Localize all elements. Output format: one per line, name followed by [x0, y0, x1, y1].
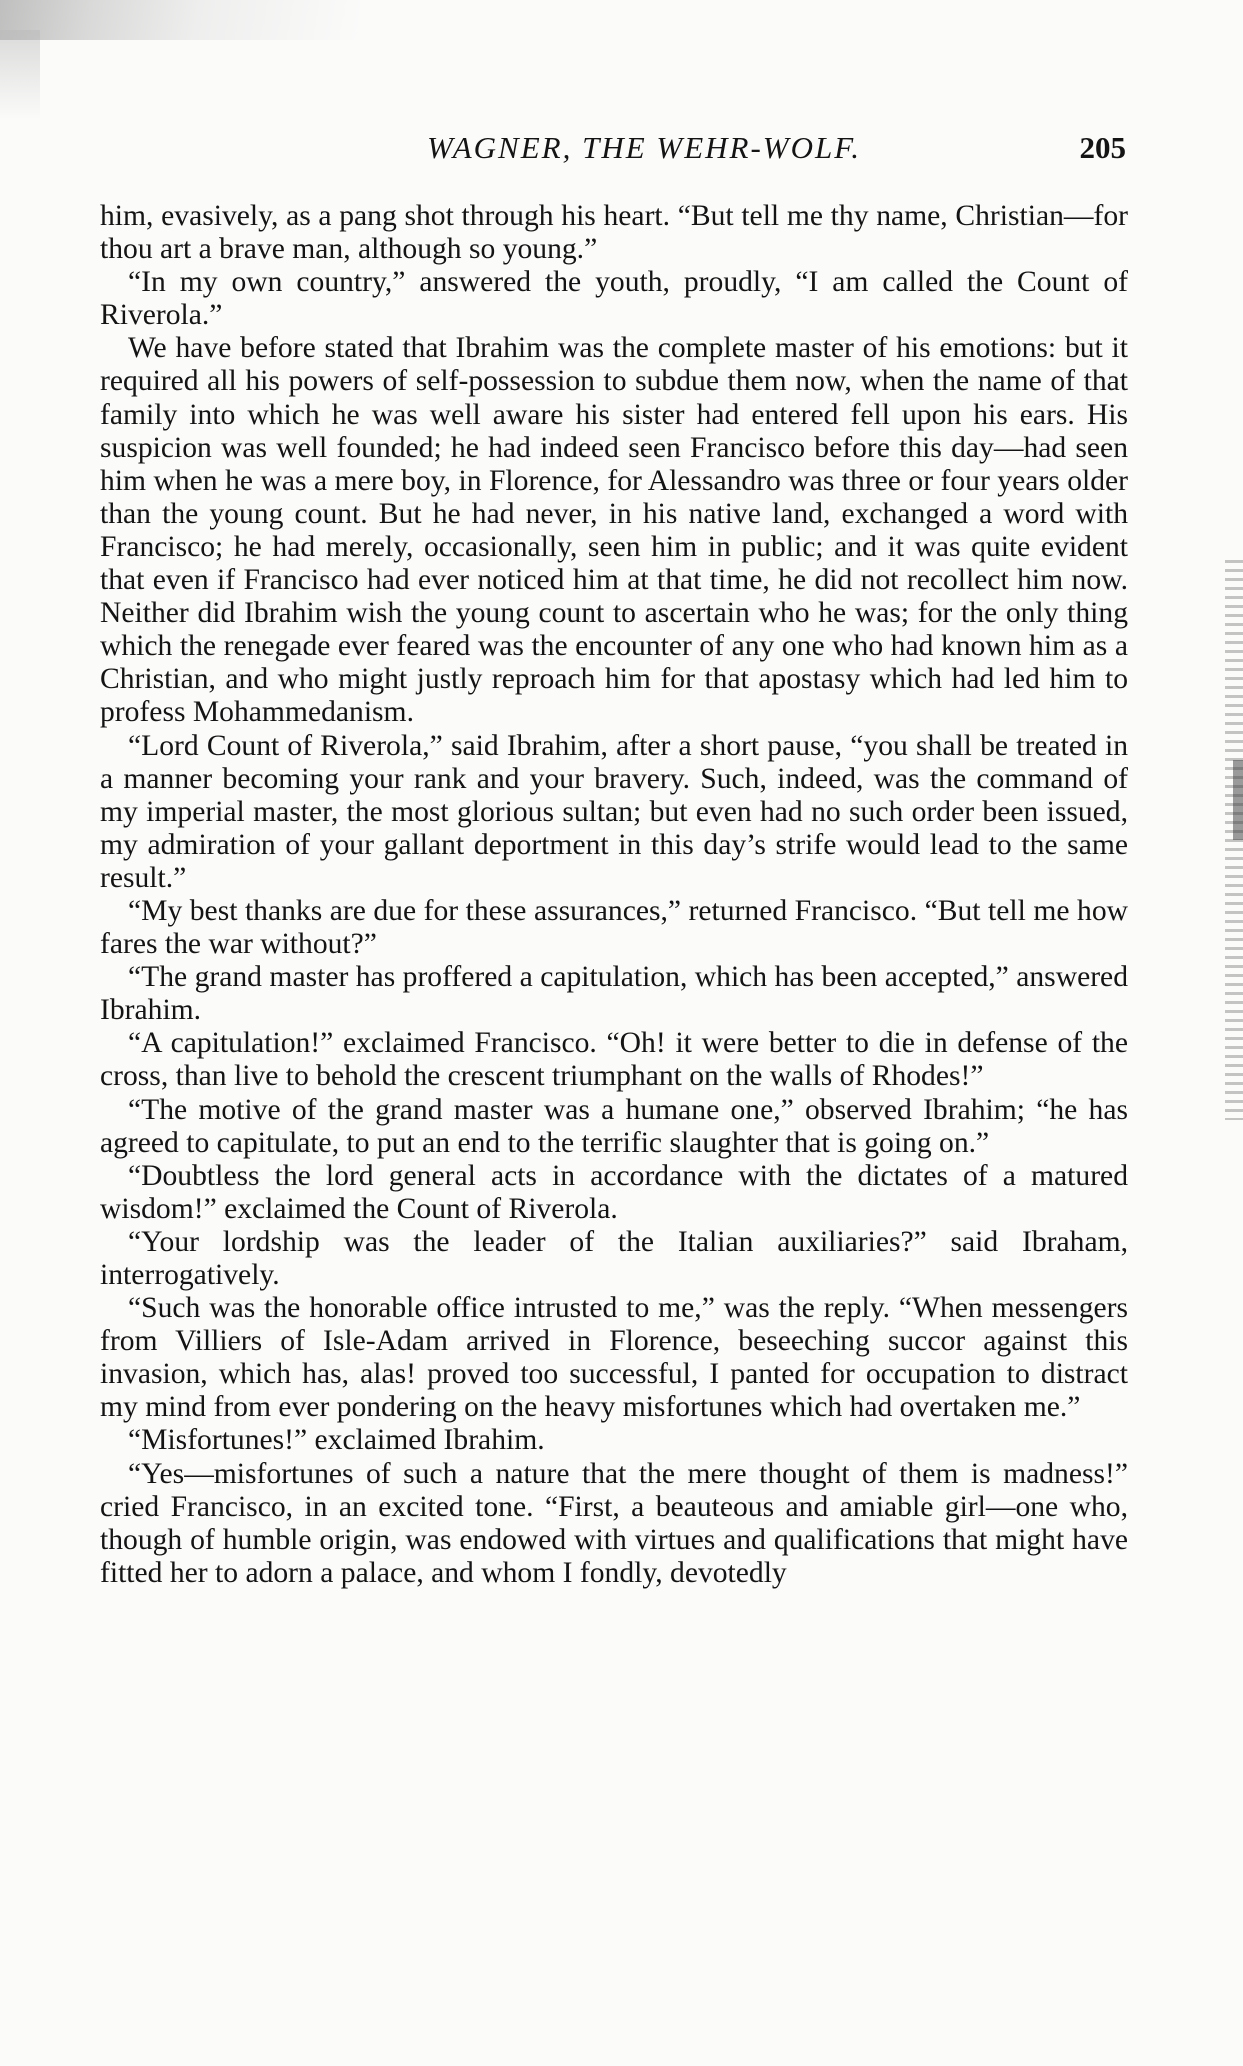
page-header — [100, 130, 1128, 174]
scan-artifact-left-edge — [0, 30, 40, 120]
paragraph: We have before stated that Ibrahim was the complete master of his emotions: but it required all his powers of self-possession to subdue them now, when the name of that family into which he was well aware his sister had entered fell upon his ears. His suspicion was well founded; he had indeed seen Francisco before this day—had seen him when he was a mere boy, in Florence, for Alessandro was three or four years older than the young count. But he had never, in his native land, exchanged a word with Francisco; he had merely, occasionally, seen him in public; and it was quite evident that even if Francisco had ever noticed him at that time, he did not recollect him now. Neither did Ibrahim wish the young count to ascertain who he was; for the only thing which the renegade ever feared was the encounter of any one who had known him as a Christian, and who might justly reproach him for that apostasy which had led him to profess Mohammedanism. — [100, 332, 1128, 729]
paragraph: him, evasively, as a pang shot through his heart. “But tell me thy name, Christian—for thou art a brave man, although so young.” — [100, 200, 1128, 266]
page-number: 205 — [1079, 130, 1126, 165]
paragraph: “The motive of the grand master was a humane one,” observed Ibrahim; “he has agreed to capitulate, to put an end to the terrific slaughter that is going on.” — [100, 1093, 1128, 1159]
paragraph: “Doubtless the lord general acts in accordance with the dictates of a matured wisdom!” exclaimed the Count of Riverola. — [100, 1159, 1128, 1225]
paragraph: “Lord Count of Riverola,” said Ibrahim, after a short pause, “you shall be treated in a manner becoming your rank and your bravery. Such, indeed, was the command of my imperial master, the most glorious sultan; but even had no such order been issued, my admiration of your gallant deportment in this day’s strife would lead to the same result.” — [100, 729, 1128, 894]
running-head: WAGNER, THE WEHR-WOLF. — [427, 130, 861, 165]
paragraph: “The grand master has proffered a capitulation, which has been accepted,” answered Ibrahim. — [100, 961, 1128, 1027]
paragraph: “In my own country,” answered the youth, proudly, “I am called the Count of Riverola.” — [100, 266, 1128, 332]
body-text — [100, 200, 1128, 1590]
scan-artifact-right-mark — [1233, 760, 1243, 840]
paragraph: “Your lordship was the leader of the Italian auxiliaries?” said Ibraham, interrogatively. — [100, 1225, 1128, 1291]
paragraph: “Misfortunes!” exclaimed Ibrahim. — [128, 1424, 545, 1457]
paragraph: “Such was the honorable office intrusted to me,” was the reply. “When messengers from Villiers of Isle-Adam arrived in Florence, beseeching succor against this invasion, which has, alas! proved too successful, I panted for occupation to distract my mind from ever pondering on the heavy misfortunes which had overtaken me.” — [100, 1292, 1128, 1424]
paragraph: “Yes—misfortunes of such a nature that the mere thought of them is madness!” cried Francisco, in an excited tone. “First, a beauteous and amiable girl—one who, though of humble origin, was endowed with virtues and qualifications that might have fitted her to adorn a palace, and whom I fondly, devotedly — [100, 1457, 1128, 1589]
paragraph: “A capitulation!” exclaimed Francisco. “Oh! it were better to die in defense of the cross, than live to behold the crescent triumphant on the walls of Rhodes!” — [100, 1027, 1128, 1093]
scan-artifact-right-edge — [1225, 560, 1243, 1120]
scan-artifact-top-left — [0, 0, 360, 40]
paragraph: “My best thanks are due for these assurances,” returned Francisco. “But tell me how fares the war without?” — [100, 894, 1128, 961]
